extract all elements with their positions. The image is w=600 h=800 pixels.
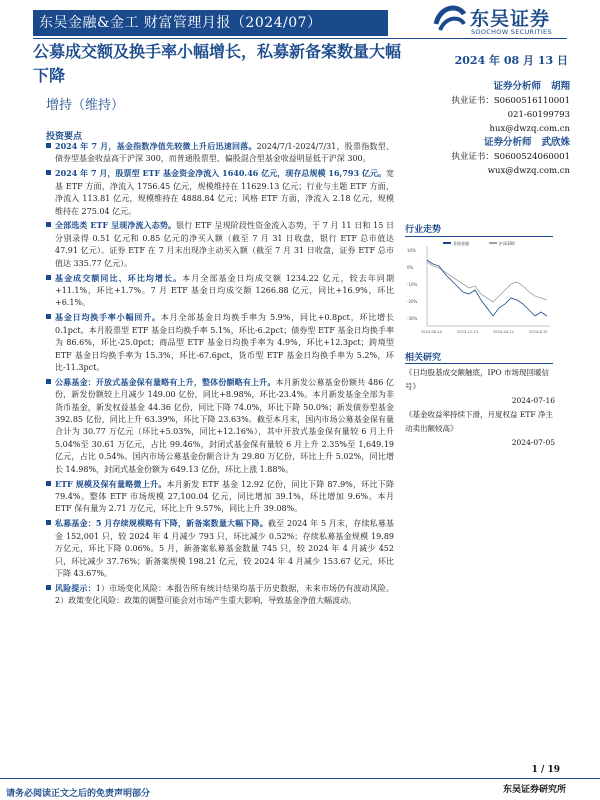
bullet-text: 宽基 ETF 方面，净流入 1756.45 亿元，规模维持在 11629.13 亿元；行业与主题 ETF 方面，净流入 113.81 亿元，规模维持在 4888.84 亿元；风格 ETF 方面，净流入 2.18 亿元，规模维持在 275.04 亿元。 bbox=[55, 169, 394, 216]
chart-x-tick-labels bbox=[421, 330, 548, 334]
logo-english-name: SOOCHOW SECURITIES bbox=[471, 28, 552, 36]
legend-label-1: 非银金融 bbox=[453, 241, 469, 246]
investment-summary bbox=[46, 140, 394, 609]
summary-bullet bbox=[46, 376, 394, 476]
bullet-marker bbox=[46, 170, 51, 175]
bullet-lead: 私募基金：5 月存续规模略有下降，新备案数量大幅下降。 bbox=[55, 518, 268, 529]
page-number: 1 / 19 bbox=[531, 765, 560, 775]
bullet-lead: 风险提示： bbox=[55, 582, 96, 593]
trend-heading: 行业走势 bbox=[405, 225, 442, 235]
bullet-lead: 全部选类 ETF 呈现净流入态势。 bbox=[55, 220, 177, 231]
related-divider bbox=[405, 363, 553, 364]
analyst-label: 证券分析师 bbox=[493, 81, 542, 92]
trend-divider bbox=[405, 236, 553, 237]
summary-bullet bbox=[46, 219, 394, 270]
report-headline: 公募成交额及换手率小幅增长，私募新备案数量大幅下降 bbox=[33, 42, 402, 85]
bullet-text: 本月新发 ETF 基金 12.92 亿份，同比下降 87.9%，环比下降 79.4%。整体 ETF 市场规模 27,100.04 亿元，同比增加 39.1%，环比增加 9.6%。本月 ETF 保有量为 2.71 万亿元，环比上升 9.57%，同比上升 39.08%。 bbox=[55, 479, 395, 514]
summary-bullet bbox=[46, 272, 394, 310]
series-line-hs300 bbox=[427, 262, 547, 302]
bullet-text: 本月全部基金日均换手率为 5.9%，同比+0.8pct，环比增长 0.1pct。本月股票型 ETF 基金日均换手率 5.1%，环比-6.2pct；债券型 ETF 基金日均换手率为 86.6%，环比-25.0pct；商品型 ETF 基金日均换手率为 4.9%，环比+12.3pct；跨境型 ETF 基金日均换手率为 15.3%，环比-67.6pct，货币型 ETF 基金日均换手率为 5.2%，环比-11.3pct。 bbox=[55, 313, 394, 372]
bullet-marker bbox=[46, 143, 51, 148]
bullet-marker bbox=[46, 481, 51, 486]
company-logo-icon bbox=[432, 2, 468, 36]
related-item-title[interactable]: 《日均股基成交额触底，IPO 市场现回暖信号》 bbox=[405, 368, 550, 391]
bullet-lead: 2024 年 7 月，股票型 ETF 基金资金净流入 1640.46 亿元，现存总规模 16,793 亿元。 bbox=[55, 168, 386, 179]
report-series-banner: 东吴金融&金工 财富管理月报（2024/07） bbox=[33, 10, 388, 36]
related-item-title[interactable]: 《基金收益率持续下滑，月度权益 ETF 净主动卖出额较高》 bbox=[405, 410, 553, 433]
institute-name: 东吴证券研究所 bbox=[502, 785, 566, 795]
analyst-2-license: 执业证书：S0600524060001 bbox=[451, 152, 570, 162]
bullet-text: 1）市场变化风险：本报告所有统计结果均基于历史数据，未来市场仍有波动风险。2）政策变化风险：政策的调整可能会对市场产生重大影响，导致基金净值大幅波动。 bbox=[55, 583, 395, 606]
y-tick-label: 10% bbox=[407, 248, 416, 253]
bullet-marker bbox=[46, 314, 51, 319]
legend-swatch-1 bbox=[443, 242, 451, 244]
analyst-1-email[interactable]: hux@dwzq.com.cn bbox=[489, 124, 570, 134]
summary-bullet bbox=[46, 582, 394, 608]
bullet-text: 本月新发公募基金份额共 486 亿份，新发份额较上月减少 149.00 亿份，同比+8.98%，环比-23.4%。本月新发基金全部为非货币基金，新发权益基金 44.36 亿份，同比下降 74.0%，环比下降 50.0%；新发债券型基金 392.85 亿份，同比上升 63.39%，环比下降 23.63%。截至本月末，国内市场公募基金保有量合计为 30.77 万亿元（环比+5.03%，同比+12.16%），其中开放式基金保有量较 6 月上升 5.04%至 30.61 万亿元，占比 99.46%，封闭式基金保有量较 6 月上升 2.35%至 1,649.19 亿元，占比 0.54%。国内市场公募基金份额合计为 29.80 万亿份，环比上升 5.02%，同比增长 14.98%，封闭式基金份额为 649.13 亿份，环比上涨 1.88%。 bbox=[55, 377, 394, 474]
report-date: 2024 年 08 月 13 日 bbox=[454, 54, 568, 67]
disclaimer-note: 请务必阅读正文之后的免责声明部分 bbox=[6, 789, 151, 799]
bullet-lead: 2024 年 7 月，基金指数净值先较微上升后迅速回落。 bbox=[55, 141, 257, 151]
bullet-marker bbox=[46, 520, 51, 525]
bullet-marker bbox=[46, 379, 51, 384]
bullet-lead: ETF 规模及保有量略微上升。 bbox=[55, 478, 167, 489]
analyst-name: 武欣姝 bbox=[541, 137, 570, 148]
summary-bullet bbox=[46, 478, 394, 516]
summary-bullet bbox=[46, 167, 394, 218]
x-tick-label: 2023-12-13 bbox=[457, 330, 478, 334]
summary-bullet bbox=[46, 517, 394, 580]
analyst-1-license: 执业证书：S0600516110001 bbox=[451, 96, 570, 106]
summary-heading: 投资要点 bbox=[46, 132, 83, 142]
bullet-marker bbox=[46, 585, 51, 590]
bullet-text: 银行 ETF 呈现阶段性资金流入态势，于 7 月 11 日和 15 日分别录得 0.51 亿元和 0.85 亿元的净买入额（截至 7 月 31 日收盘，银行 ETF 总市值达 47.91 亿元）。证券 ETF 在 7 月末出现净主动买入额（截至 7 月 31 日收盘，证券 ETF 总市值达 335.77 亿元）。 bbox=[55, 221, 394, 268]
bullet-lead: 公募基金：开放式基金保有量略有上升，整体份额略有上升。 bbox=[55, 376, 276, 387]
x-tick-label: 2024-04-12 bbox=[493, 330, 514, 334]
bullet-text: 2024/7/1-2024/7/31，股票指数型、债券型基金收益高于沪深 300，而普通股票型、偏股混合型基金收益明显低于沪深 300。 bbox=[55, 142, 394, 164]
x-tick-label: 2023-08-14 bbox=[421, 330, 442, 334]
bullet-marker bbox=[46, 275, 51, 280]
bullet-lead: 基金成交额同比、环比均增长。 bbox=[55, 272, 183, 283]
chart-y-tick-labels bbox=[407, 248, 418, 321]
y-tick-label: -10% bbox=[407, 282, 418, 287]
summary-bullet bbox=[46, 140, 394, 166]
analyst-2-title bbox=[410, 136, 570, 150]
bullet-text: 截至 2024 年 5 月末，存续私募基金 152,001 只，较 2024 年 4 月减少 793 只，环比减少 0.52%；存续私募基金规模 19.89 万亿元，环比下降 0.06%。5 月，新备案私募基金数量 745 只，较 2024 年 4 月减少 452 只，环比减少 37.76%；新备案规模 198.21 亿元，较 2024 年 4 月减少 153.67 亿元，环比下降 43.67%。 bbox=[55, 519, 394, 578]
header-divider bbox=[33, 38, 567, 39]
y-tick-label: -30% bbox=[407, 316, 418, 321]
legend-label-2: 沪深300 bbox=[499, 241, 515, 246]
analyst-name: 胡翔 bbox=[550, 81, 570, 92]
related-research-list bbox=[405, 366, 555, 450]
logo-chinese-name: 东吴证券 bbox=[470, 8, 551, 30]
footer-divider bbox=[0, 778, 600, 779]
bullet-text: 本月全部基金日均成交额 1234.22 亿元，较去年同期+11.1%，环比+1.7%。7 月 ETF 基金日均成交额 1266.88 亿元，同比+16.9%，环比+6.1%。 bbox=[55, 273, 395, 308]
company-logo bbox=[432, 2, 582, 42]
y-tick-label: -20% bbox=[407, 299, 418, 304]
related-item-date: 2024-07-16 bbox=[511, 396, 555, 405]
series-line-nonbank bbox=[427, 260, 547, 316]
analyst-label: 证券分析师 bbox=[484, 137, 532, 148]
rating: 增持（维持） bbox=[46, 98, 125, 113]
x-tick-label: 2024-8-12 bbox=[529, 330, 548, 334]
y-tick-label: 0% bbox=[407, 265, 414, 270]
related-item-date: 2024-07-05 bbox=[511, 438, 555, 447]
analyst-1-title bbox=[410, 80, 570, 94]
analyst-block bbox=[410, 80, 570, 178]
summary-bullet bbox=[46, 311, 394, 374]
analyst-1-phone: 021-60199793 bbox=[507, 110, 570, 120]
bullet-lead: 基金日均换手率小幅回升。 bbox=[55, 312, 161, 323]
industry-trend-chart bbox=[405, 238, 553, 338]
analyst-2-email[interactable]: wux@dwzq.com.cn bbox=[487, 166, 570, 176]
legend-swatch-2 bbox=[489, 242, 497, 244]
bullet-marker bbox=[46, 222, 51, 227]
related-research-heading: 相关研究 bbox=[405, 353, 442, 363]
